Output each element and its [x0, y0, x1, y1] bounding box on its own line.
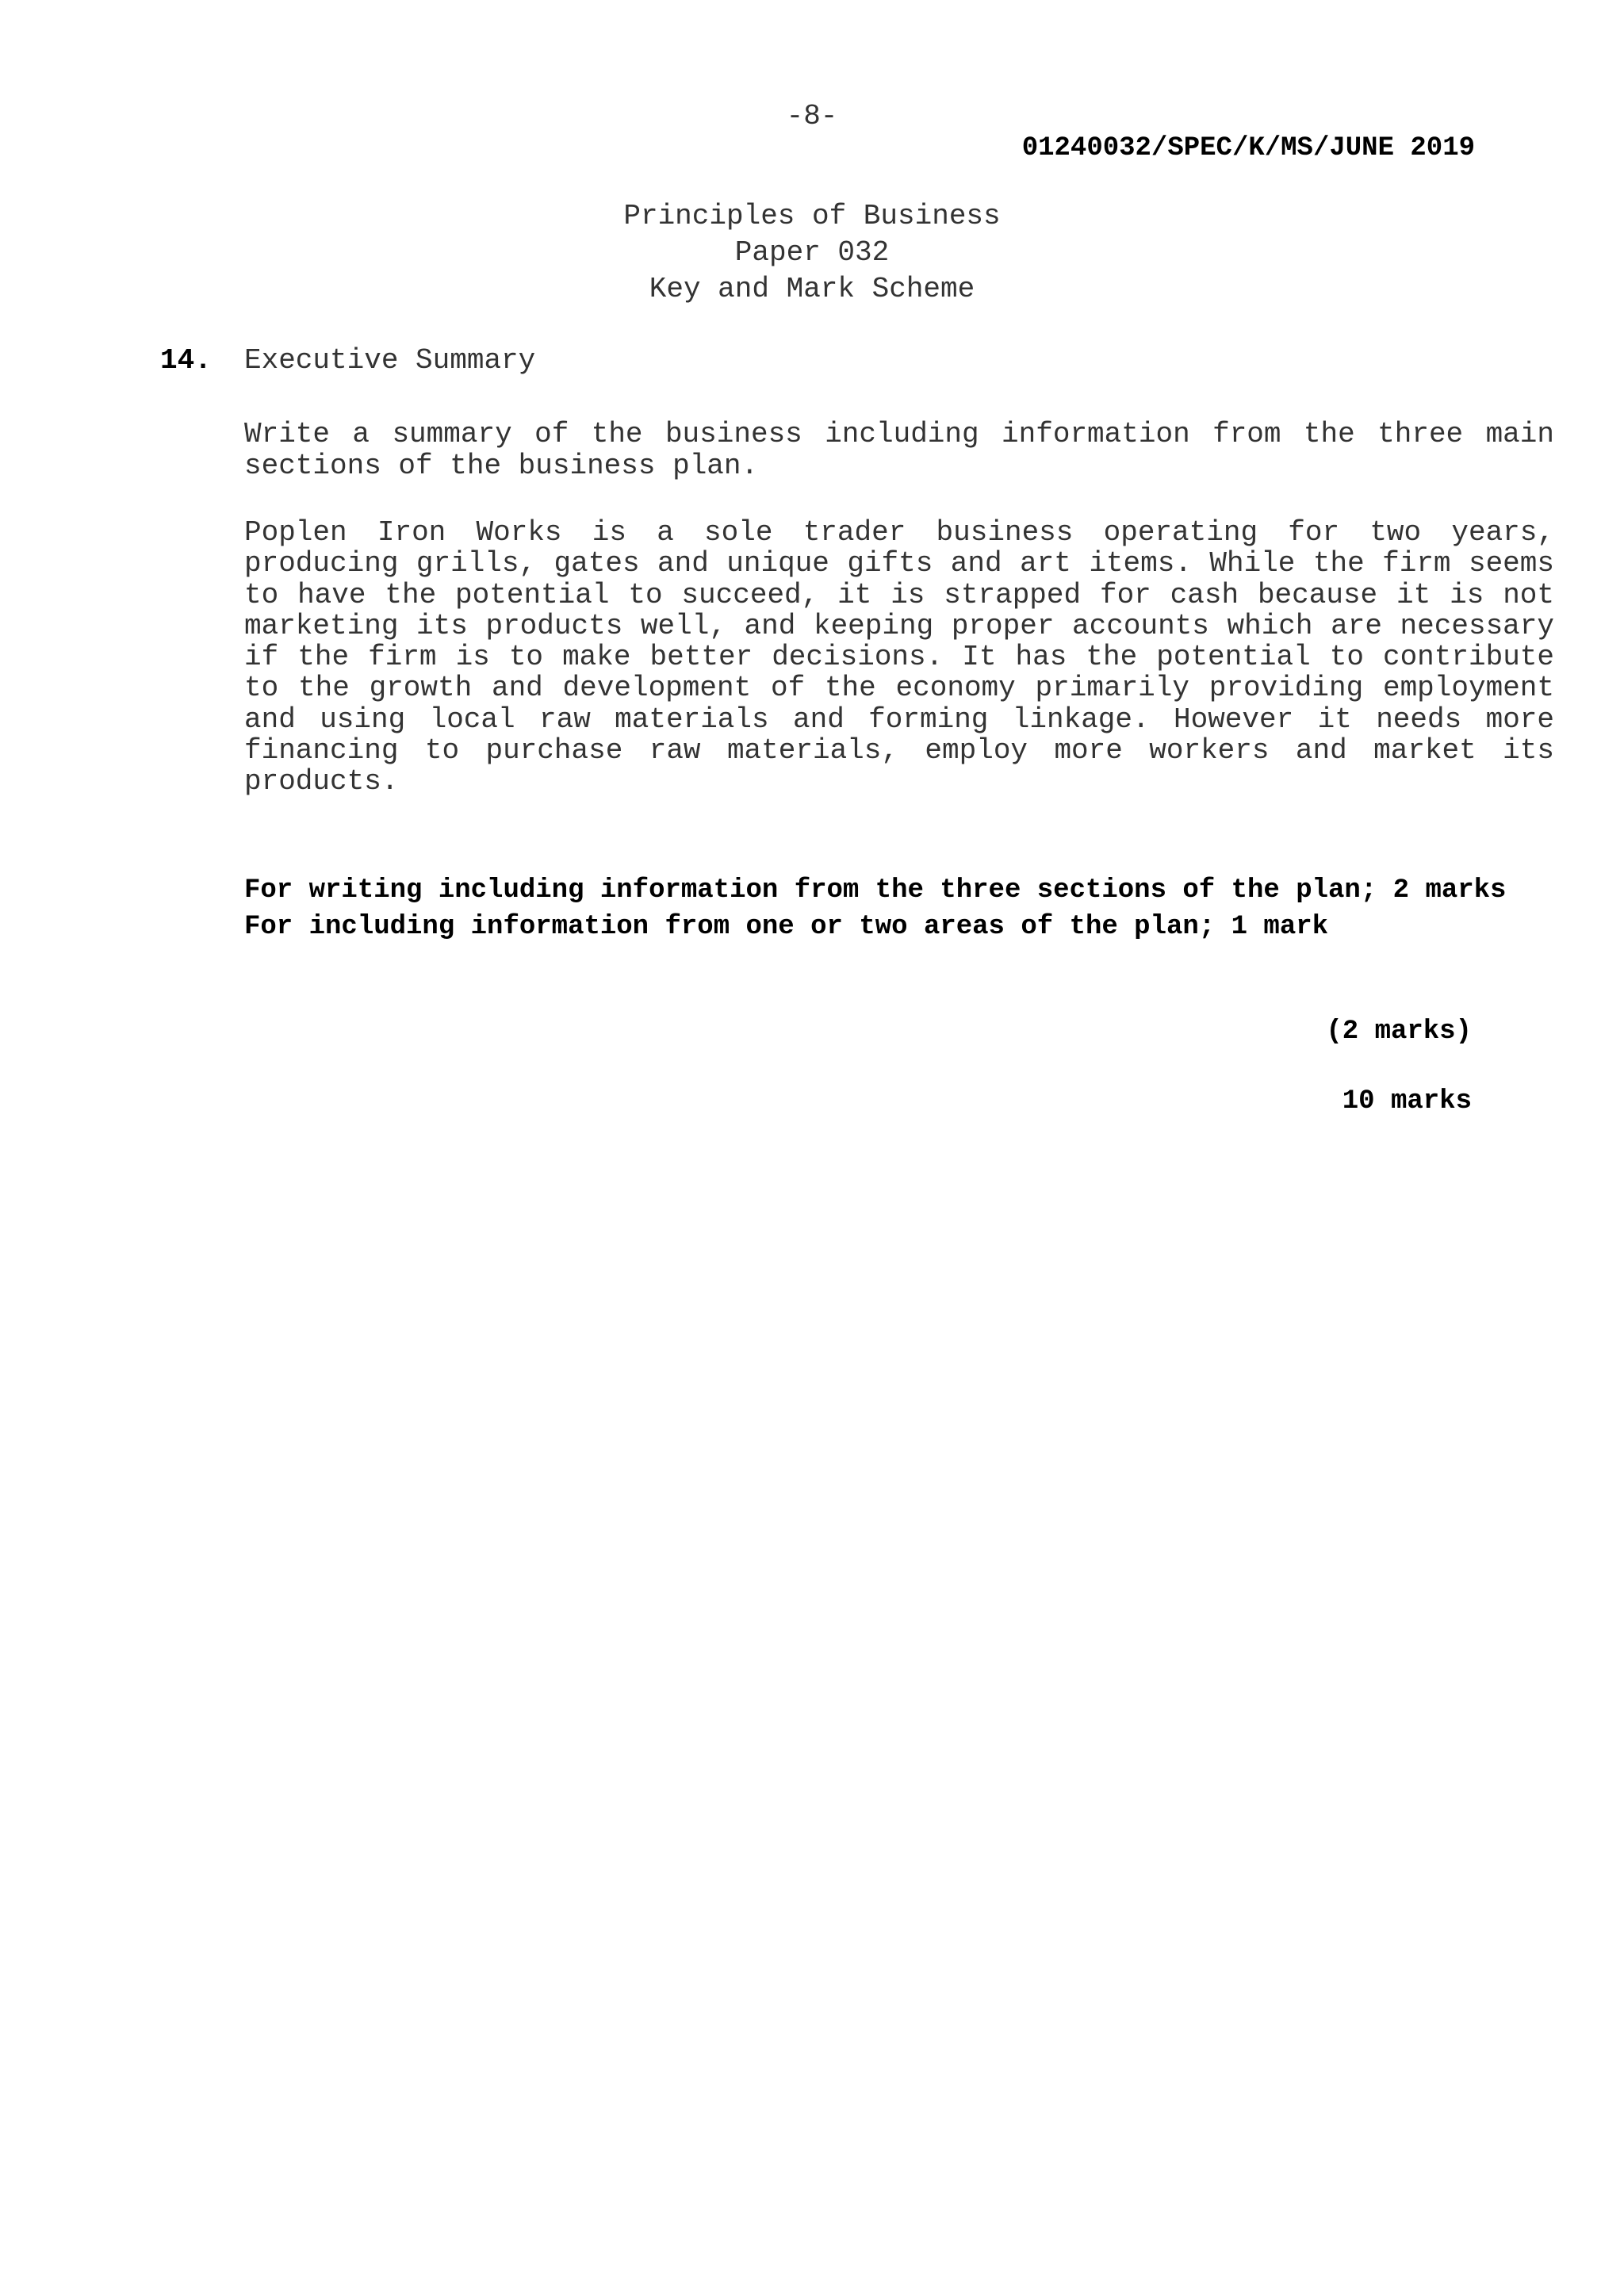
criterion-item: For including information from one or two areas of the plan; 1 mark [244, 912, 1329, 942]
question-instruction: Write a summary of the business including information from the three main sections of the business plan. [244, 418, 1554, 482]
subject-title: Principles of Business [623, 200, 1001, 232]
total-marks: 10 marks [1342, 1086, 1472, 1116]
question-number: 14. [160, 344, 212, 377]
question-marks: (2 marks) [1326, 1017, 1472, 1047]
criterion-item: For writing including information from the three sections of the plan; 2 marks [244, 875, 1507, 906]
question-title: Executive Summary [244, 344, 536, 377]
paper-title: Paper 032 [734, 236, 890, 269]
model-answer: Poplen Iron Works is a sole trader business operating for two years, producing grills, gates and unique gifts and art items. While the firm seems to have the potential to succeed, it is strapped for cash because it is not marketing its products well, and keeping proper accounts which are necessary if the firm is to make better decisions. It has the potential to contribute to the growth and development of the economy primarily providing employment and using local raw materials and forming linkage. However it needs more financing to purchase raw materials, employ more workers and market its products. [244, 516, 1554, 798]
document-header [0, 198, 1624, 308]
page-number: -8- [786, 100, 838, 132]
marking-criteria [244, 872, 1561, 945]
scheme-title: Key and Mark Scheme [649, 273, 975, 305]
document-code: 01240032/SPEC/K/MS/JUNE 2019 [1021, 133, 1475, 163]
